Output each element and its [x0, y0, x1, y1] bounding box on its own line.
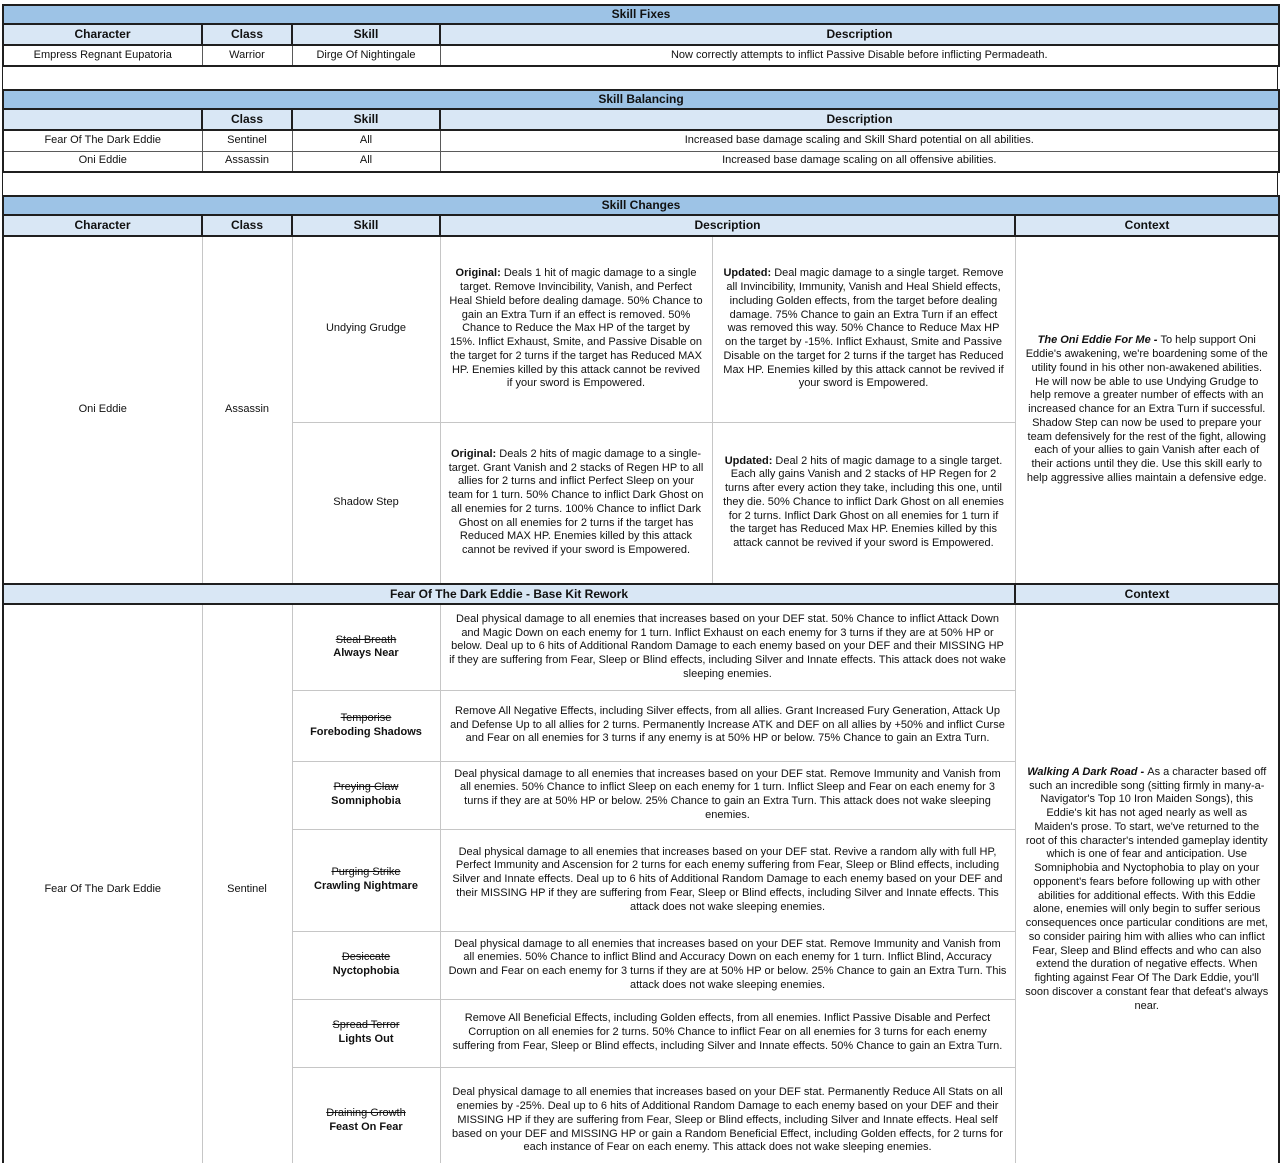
table-row	[3, 215, 1279, 236]
table-row	[3, 90, 1279, 109]
col-header-skill: Skill	[292, 109, 440, 130]
cell-description: Remove All Negative Effects, including Silver effects, from all allies. Grant Increased Fury Generation, Attack Up and Defense Up to all allies for 2 turns. Permanently Increase ATK and DEF on all allies by +50% and inflict Curse and Fear on all enemies for 3 turns if any enemy is at 50% HP or below. 75% Chance to gain an Extra Turn.	[440, 690, 1015, 761]
col-header-context: Context	[1015, 215, 1279, 236]
old-skill-name: Preying Claw	[333, 781, 399, 794]
new-skill-name: Feast On Fear	[329, 1120, 403, 1133]
cell-class: Assassin	[202, 151, 292, 172]
col-header-description: Description	[440, 24, 1279, 45]
section-gap	[2, 67, 1278, 89]
col-header-class: Class	[202, 215, 292, 236]
cell-class: Sentinel	[202, 604, 292, 1163]
table-row	[3, 604, 1279, 690]
new-skill-name: Crawling Nightmare	[314, 880, 418, 892]
cell-description: Deal physical damage to all enemies that increases based on your DEF stat. Remove Immunity and Vanish from all enemies. 50% Chance to inflict Sleep on each enemy for 1 turn. Inflict Sleep and Fear on each enemy for 3 turns if they are at 50% HP or below. 25% Chance to gain an Extra Turn. This attack does not wake sleeping enemies.	[440, 761, 1015, 829]
new-skill-name: Lights Out	[338, 1033, 394, 1045]
col-header-character: Character	[3, 24, 202, 45]
updated-label: Updated:	[723, 267, 772, 280]
old-skill-name: Draining Growth	[326, 1107, 406, 1119]
col-header-description: Description	[440, 215, 1015, 236]
original-label: Original:	[455, 267, 501, 280]
cell-skill	[292, 999, 440, 1067]
cell-skill: Undying Grudge	[292, 236, 440, 422]
cell-character: Oni Eddie	[3, 236, 202, 584]
original-label: Original:	[450, 447, 497, 460]
cell-description: Deal physical damage to all enemies that increases based on your DEF stat. Permanently Reduce All Stats on all enemies by -25%. Deal up to 6 hits of Additional Random Damage to each enemy based on your DEF and their MISSING HP if they are suffering from Fear, Sleep or Blind effects, including Silver and Innate effects. Heal self based on your DEF and MISSING HP or gain a Random Beneficial Effect, including Golden effects, for 2 turns for each instance of Fear on each enemy. This attack does not wake sleeping enemies.	[440, 1067, 1015, 1163]
col-header-skill: Skill	[292, 24, 440, 45]
col-header-blank	[3, 109, 202, 130]
context-title: The Oni Eddie For Me -	[1037, 334, 1161, 347]
cell-skill	[292, 829, 440, 931]
cell-description: Deal physical damage to all enemies that increases based on your DEF stat. Revive a random ally with full HP, Perfect Immunity and Ascension for 2 turns for each enemy suffering from Fear, Sleep or Blind effects, including Silver and Innate effects. Deal up to 6 hits of Additional Random Damage to each enemy based on your DEF and their MISSING HP if they are suffering from Fear, Sleep or Blind effects, including Silver and Innate effects. This attack does not wake sleeping enemies.	[440, 829, 1015, 931]
updated-text: Deal magic damage to a single target. Remove all Invincibility, Immunity, Vanish and Heal Shield effects, including Golden effects, from the target before dealing damage. 75% Chance to gain an Extra Turn if an effect was removed this way. 50% Chance to Reduce Max HP on the target by -15%. Inflict Exhaust, Smite and Passive Disable on the target for 2 turns if the target has Reduced Max HP. Enemies killed by this attack cannot be revived if your sword is Empowered.	[723, 267, 1004, 390]
cell-skill: Shadow Step	[292, 422, 440, 584]
skill-balancing-table	[2, 89, 1280, 173]
cell-character: Fear Of The Dark Eddie	[3, 130, 202, 151]
skill-changes-table	[2, 195, 1280, 1163]
old-skill-name: Spread Terror	[332, 1019, 400, 1032]
col-header-skill: Skill	[292, 215, 440, 236]
context-text: To help support Oni Eddie's awakening, we're boardening some of the utility found in his other non-awakened abilities. He will now be able to use Undying Grudge to help remove a greater number of effects with an increased chance for an Extra Turn if successful. Shadow Step can now be used to prepare your team defensively for the rest of the fight, allowing each of your allies to gain Vanish after each of their actions until they die. Use this skill early to help aggressive allies maintain a defensive edge.	[1025, 334, 1268, 484]
cell-description-updated	[712, 422, 1015, 584]
cell-skill	[292, 761, 440, 829]
context-title: Walking A Dark Road -	[1027, 765, 1148, 778]
section-title-skill-balancing: Skill Balancing	[3, 90, 1279, 109]
section-title-skill-fixes: Skill Fixes	[3, 5, 1279, 24]
cell-class: Warrior	[202, 45, 292, 66]
table-row	[3, 236, 1279, 422]
section-gap	[2, 173, 1278, 195]
cell-class: Sentinel	[202, 130, 292, 151]
old-skill-name: Desiccate	[341, 951, 391, 964]
cell-description: Increased base damage scaling and Skill Shard potential on all abilities.	[440, 130, 1279, 151]
context-text: As a character based off such an incredible song (sitting firmly in many-a-Navigator's Top 10 Iron Maiden Songs), this Eddie's kit has not aged nearly as well as Maiden's prose. To start, we've returned to the root of this character's intended gameplay identity which is one of fear and anticipation. Use Somniphobia and Nyctophobia to play on your opponent's fears before following up with other abilities for additional effects. With this Eddie alone, enemies will only begin to suffer serious consequences once particular conditions are met, so consider pairing him with allies who can inflict Fear, Sleep and Blind effects and who can also extend the duration of negative effects. When fighting against Fear Of The Dark Eddie, you'll soon discover a constant fear that defeat's always near.	[1025, 765, 1269, 1012]
cell-skill	[292, 1067, 440, 1163]
cell-skill	[292, 690, 440, 761]
table-row	[3, 109, 1279, 130]
cell-skill: All	[292, 151, 440, 172]
cell-skill: Dirge Of Nightingale	[292, 45, 440, 66]
table-row	[3, 151, 1279, 172]
cell-description: Now correctly attempts to inflict Passive Disable before inflicting Permadeath.	[440, 45, 1279, 66]
cell-character: Oni Eddie	[3, 151, 202, 172]
cell-description-original	[440, 236, 712, 422]
new-skill-name: Nyctophobia	[332, 965, 400, 977]
table-row	[3, 130, 1279, 151]
cell-skill: All	[292, 130, 440, 151]
cell-skill	[292, 604, 440, 690]
section-title-base-kit-rework: Fear Of The Dark Eddie - Base Kit Rework	[3, 584, 1015, 604]
new-skill-name: Somniphobia	[331, 795, 401, 807]
cell-description: Increased base damage scaling on all offensive abilities.	[440, 151, 1279, 172]
cell-description: Deal physical damage to all enemies that increases based on your DEF stat. Remove Immunity and Vanish from all enemies. 50% Chance to inflict Blind and Accuracy Down on each enemy for 1 turn. Inflict Blind, Accuracy Down and Fear on each enemy for 3 turns if they are at 50% HP or below. 25% Chance to gain an Extra Turn. This attack does not wake sleeping enemies.	[440, 931, 1015, 999]
cell-context	[1015, 604, 1279, 1163]
cell-skill	[292, 931, 440, 999]
new-skill-name: Foreboding Shadows	[310, 725, 422, 738]
col-header-context: Context	[1015, 584, 1279, 604]
original-text: Deals 2 hits of magic damage to a single-target. Grant Vanish and 2 stacks of Regen HP to all allies for 2 turns and inflict Perfect Sleep on your team for 1 turn. 50% Chance to inflict Dark Ghost on all enemies for 2 turns. 100% Chance to inflict Dark Ghost on all enemies for 2 turns if the target has Reduced MAX HP. Enemies killed by this attack cannot be revived if your sword is Empowered.	[448, 447, 704, 556]
table-row	[3, 196, 1279, 215]
cell-character: Empress Regnant Eupatoria	[3, 45, 202, 66]
cell-context	[1015, 236, 1279, 584]
updated-text: Deal 2 hits of magic damage to a single target. Each ally gains Vanish and 2 stacks of HP Regen for 2 turns after every action they take, including this one, until they die. 50% Chance to inflict Dark Ghost on all enemies for 2 turns. Inflict Dark Ghost on all enemies for 1 turn if the target has Reduced Max HP. Enemies killed by this attack cannot be revived if your sword is Empowered.	[723, 454, 1004, 550]
col-header-class: Class	[202, 109, 292, 130]
skill-fixes-table	[2, 4, 1280, 67]
old-skill-name: Temporise	[340, 711, 392, 724]
cell-class: Assassin	[202, 236, 292, 584]
original-text: Deals 1 hit of magic damage to a single target. Remove Invincibility, Vanish, and Perfect Heal Shield before dealing damage. 50% Chance to gain an Extra Turn if an effect is removed. 50% Chance to Reduce the Max HP of the target by 15%. Inflict Exhaust, Smite, and Passive Disable on the target for 2 turns if the target has Reduced MAX HP. Enemies killed by this attack cannot be revived if your sword is Empowered.	[449, 267, 703, 390]
old-skill-name: Steal Breath	[335, 633, 397, 646]
table-row	[3, 5, 1279, 24]
table-row	[3, 45, 1279, 66]
col-header-class: Class	[202, 24, 292, 45]
col-header-character: Character	[3, 215, 202, 236]
table-row	[3, 584, 1279, 604]
cell-description: Deal physical damage to all enemies that increases based on your DEF stat. 50% Chance to inflict Attack Down and Magic Down on each enemy for 1 turn. Inflict Exhaust on each enemy for 3 turns if they are at 50% HP or below. Deal up to 6 hits of Additional Random Damage to each enemy based on your DEF and their MISSING HP if they are suffering from Fear, Sleep or Blind effects, including Silver and Innate effects. This attack does not wake sleeping enemies.	[440, 604, 1015, 690]
col-header-description: Description	[440, 109, 1279, 130]
cell-description-original	[440, 422, 712, 584]
updated-label: Updated:	[724, 454, 773, 467]
old-skill-name: Purging Strike	[331, 866, 401, 879]
table-row	[3, 24, 1279, 45]
cell-character: Fear Of The Dark Eddie	[3, 604, 202, 1163]
new-skill-name: Always Near	[333, 647, 399, 660]
cell-description-updated	[712, 236, 1015, 422]
cell-description: Remove All Beneficial Effects, including Golden effects, from all enemies. Inflict Passive Disable and Perfect Corruption on all enemies for 2 turns. 50% Chance to inflict Fear on all enemies for 3 turns for each enemy suffering from Fear, Sleep or Blind effects, including Silver and Innate effects. 50% Chance to gain an Extra Turn.	[440, 999, 1015, 1067]
section-title-skill-changes: Skill Changes	[3, 196, 1279, 215]
